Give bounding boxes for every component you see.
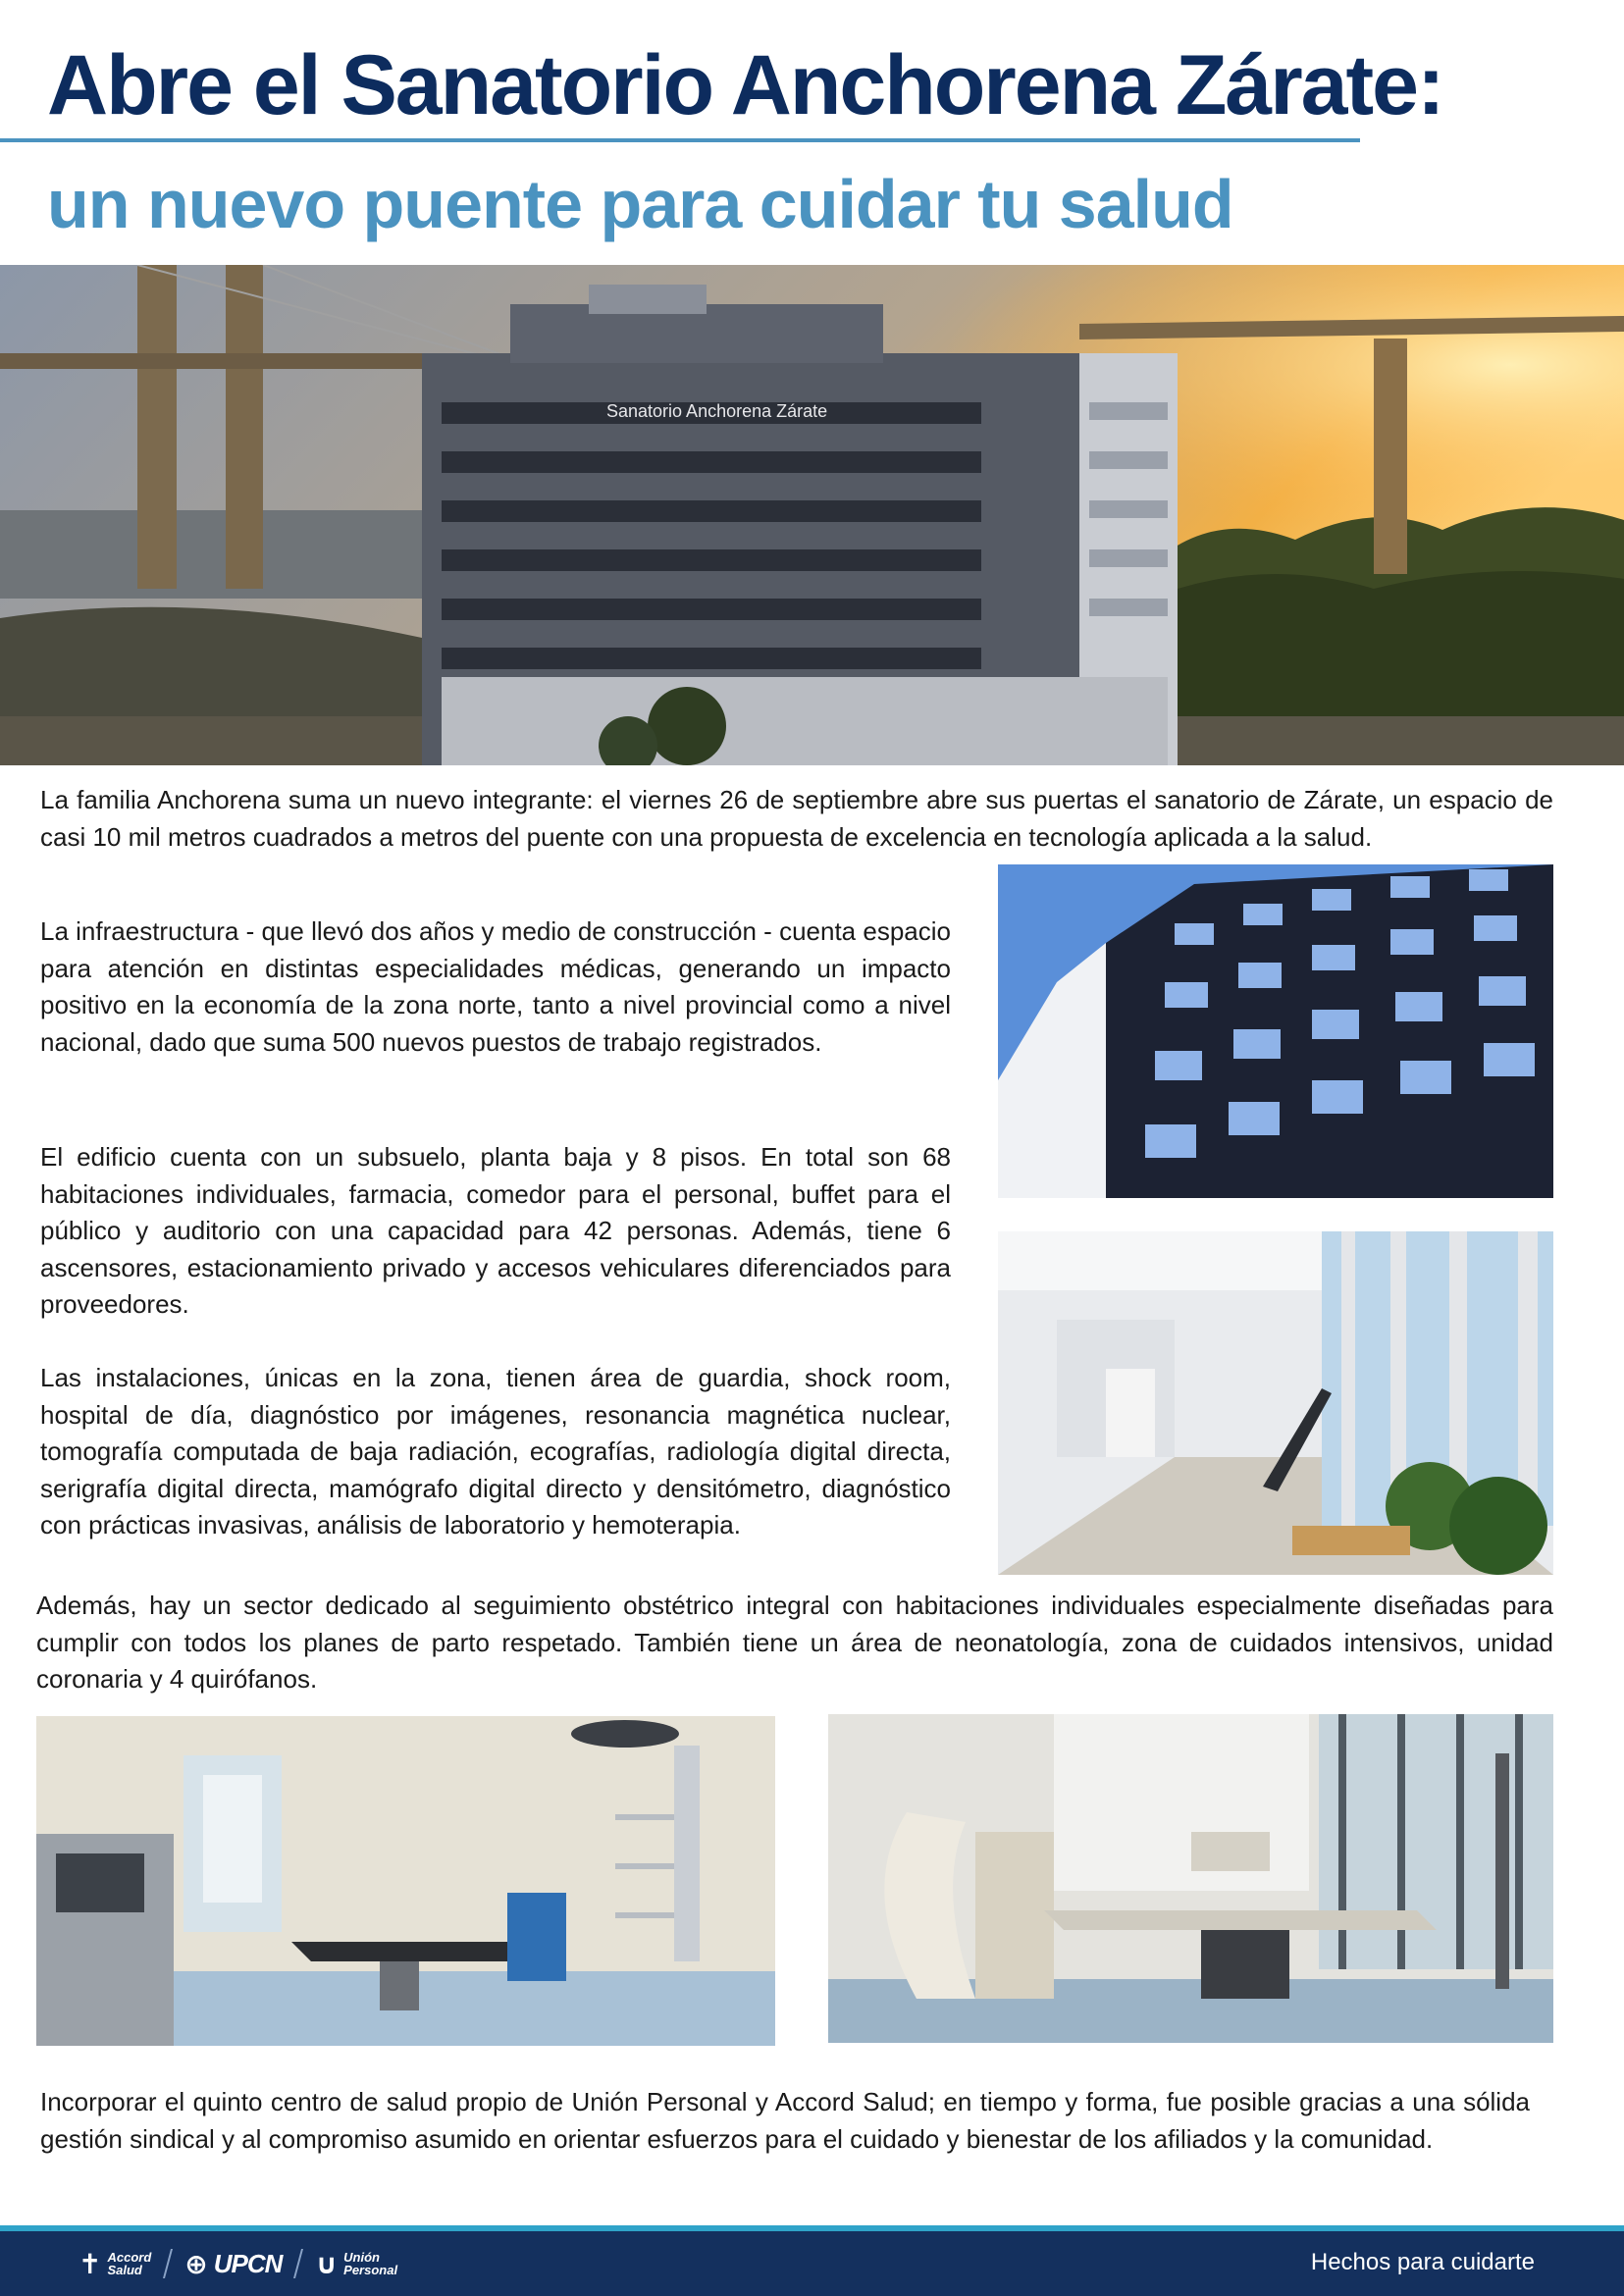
partner-logos [79,2247,397,2280]
building-paragraph: El edificio cuenta con un subsuelo, planta baja y 8 pisos. En total son 68 habitaciones individuales, farmacia, comedor para el personal, buffet para el público y auditorio con una capacidad para 42 personas. Además, tiene 6 ascensores, estacionamiento privado y accesos vehiculares diferenciados para proveedores. [40,1142,951,1319]
page-footer [0,2231,1624,2296]
page-subtitle: un nuevo puente para cuidar tu salud [47,166,1233,242]
page-title: Abre el Sanatorio Anchorena Zárate: [47,38,1443,132]
union-personal-logo: ∪ Unión Personal [315,2248,398,2279]
facilities-paragraph: Las instalaciones, únicas en la zona, tienen área de guardia, shock room, hospital de día, diagnóstico por imágenes, resonancia magnética nuclear, tomografía computada de baja radiación, ecografías, radiología digital directa, serigrafía digital directa, mamógrafo digital directo y densitómetro, diagnóstico con prácticas invasivas, análisis de laboratorio y hemoterapia. [40,1363,951,1539]
union-personal-icon: ∪ [315,2248,339,2279]
photo-imaging-room [828,1714,1553,2043]
footer-tagline: Hechos para cuidarte [1310,2249,1535,2275]
closing-paragraph: Incorporar el quinto centro de salud propio de Unión Personal y Accord Salud; en tiempo y forma, fue posible gracias a una sólida gestión sindical y al compromiso asumido en orientar esfuerzos para el cuidado y bienestar de los afiliados y la comunidad. [40,2087,1530,2154]
logo-separator [163,2249,173,2278]
accord-salud-icon: ✝ [79,2248,102,2279]
logo-separator [293,2249,303,2278]
upcn-icon: ⊕ [184,2248,208,2279]
accord-salud-logo: ✝ Accord Salud [79,2248,152,2279]
photo-operating-room [36,1716,775,2046]
intro-paragraph: La familia Anchorena suma un nuevo integrante: el viernes 26 de septiembre abre sus puertas el sanatorio de Zárate, un espacio de casi 10 mil metros cuadrados a metros del puente con una propuesta de excelencia en tecnología aplicada a la salud. [40,785,1553,852]
hero-photo-sanatorio-building [0,265,1624,765]
infrastructure-paragraph: La infraestructura - que llevó dos años y medio de construcción - cuenta espacio para atención en distintas especialidades médicas, generando un impacto positivo en la economía de la zona norte, tanto a nivel provincial como a nivel nacional, dado que suma 500 nuevos puestos de trabajo registrados. [40,916,951,1057]
photo-building-facade [998,864,1553,1198]
photo-lobby-interior [998,1231,1553,1575]
obstetrics-paragraph: Además, hay un sector dedicado al seguimiento obstétrico integral con habitaciones individuales especialmente diseñadas para cumplir con todos los planes de parto respetado. También tiene un área de neonatología, zona de cuidados intensivos, unidad coronaria y 4 quirófanos. [36,1591,1553,1694]
upcn-logo: ⊕ UPCN [184,2248,283,2279]
building-sign-text: Sanatorio Anchorena Zárate [606,401,828,421]
title-underline [0,138,1360,142]
